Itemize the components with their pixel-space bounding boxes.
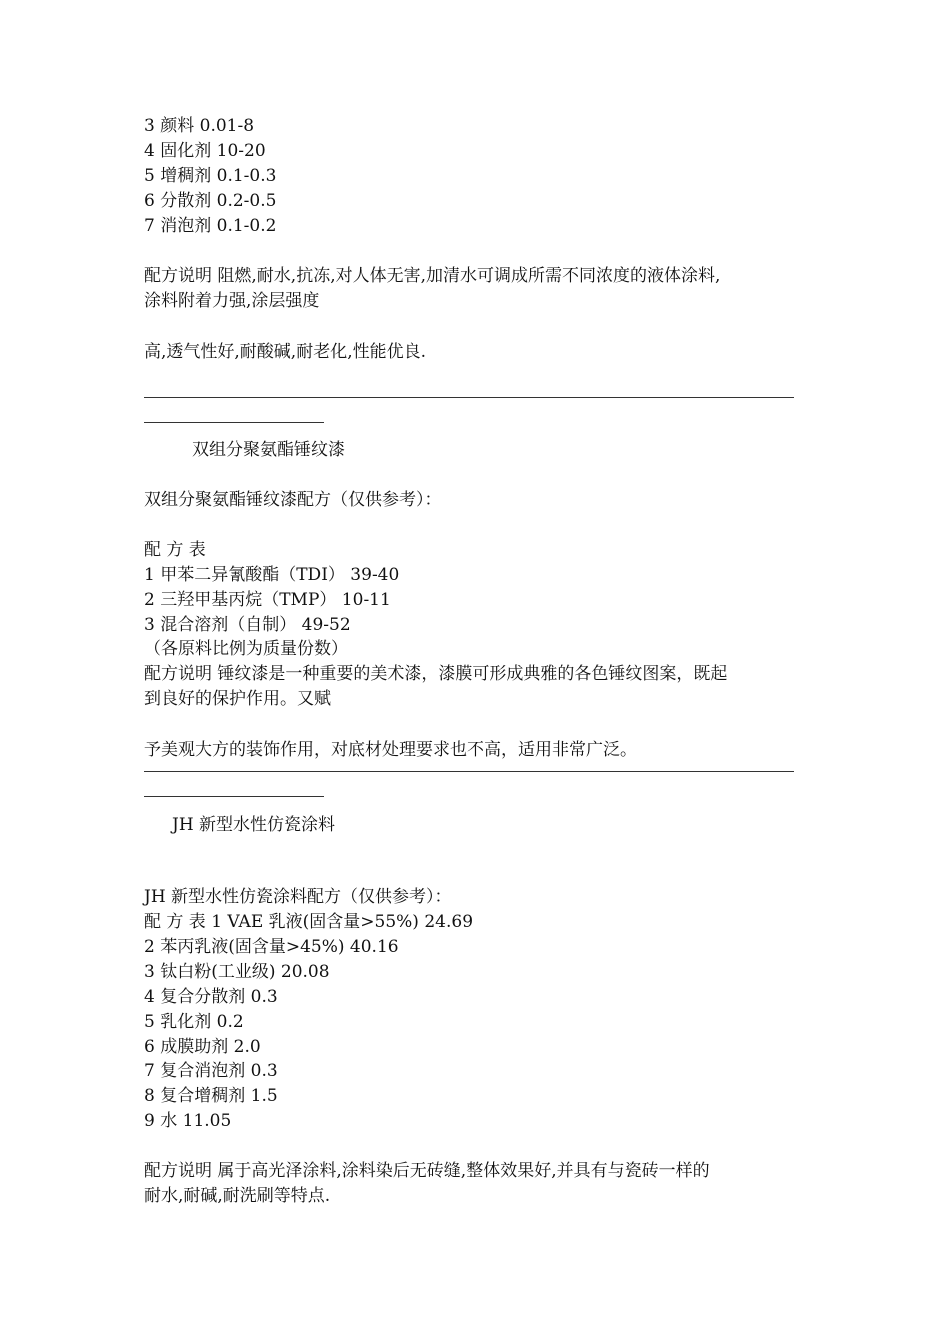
formula-item: 8 复合增稠剂 1.5 bbox=[144, 1086, 278, 1106]
formula-item: 4 复合分散剂 0.3 bbox=[144, 987, 278, 1007]
formula-intro: JH 新型水性仿瓷涂料配方（仅供参考）： bbox=[144, 887, 452, 907]
formula-item: 4 固化剂 10-20 bbox=[144, 141, 266, 161]
formula-item: 5 乳化剂 0.2 bbox=[144, 1012, 244, 1032]
formula-intro: 双组分聚氨酯锤纹漆配方（仅供参考）： bbox=[144, 490, 442, 510]
formula-note: 涂料附着力强,涂层强度 bbox=[144, 291, 320, 311]
separator-line bbox=[144, 771, 794, 772]
formula-item: 6 分散剂 0.2-0.5 bbox=[144, 191, 277, 211]
separator-line bbox=[144, 796, 324, 797]
formula-item: 9 水 11.05 bbox=[144, 1111, 232, 1131]
formula-item: 3 混合溶剂（自制） 49-52 bbox=[144, 615, 351, 635]
formula-item: 配 方 表 1 VAE 乳液(固含量>55%) 24.69 bbox=[144, 912, 474, 932]
formula-note: 配方说明 属于高光泽涂料,涂料染后无砖缝,整体效果好,并具有与瓷砖一样的 bbox=[144, 1161, 710, 1181]
formula-item: 2 苯丙乳液(固含量>45%) 40.16 bbox=[144, 937, 399, 957]
formula-item: 1 甲苯二异氰酸酯（TDI） 39-40 bbox=[144, 565, 400, 585]
formula-table-label: 配 方 表 bbox=[144, 540, 206, 560]
separator-line bbox=[144, 422, 324, 423]
formula-item: 3 颜料 0.01-8 bbox=[144, 116, 255, 136]
formula-item: 3 钛白粉(工业级) 20.08 bbox=[144, 962, 330, 982]
section-heading: JH 新型水性仿瓷涂料 bbox=[172, 815, 336, 835]
formula-note: 配方说明 锤纹漆是一种重要的美术漆，漆膜可形成典雅的各色锤纹图案，既起 bbox=[144, 664, 728, 684]
ratio-note: （各原料比例为质量份数） bbox=[144, 639, 348, 659]
formula-item: 7 复合消泡剂 0.3 bbox=[144, 1061, 278, 1081]
formula-note: 予美观大方的装饰作用，对底材处理要求也不高，适用非常广泛。 bbox=[144, 740, 637, 760]
formula-item: 5 增稠剂 0.1-0.3 bbox=[144, 166, 277, 186]
formula-note: 高,透气性好,耐酸碱,耐老化,性能优良. bbox=[144, 342, 427, 362]
separator-line bbox=[144, 397, 794, 398]
formula-note: 到良好的保护作用。又赋 bbox=[144, 689, 331, 709]
formula-note: 配方说明 阻燃,耐水,抗冻,对人体无害,加清水可调成所需不同浓度的液体涂料, bbox=[144, 266, 721, 286]
formula-note: 耐水,耐碱,耐洗刷等特点. bbox=[144, 1186, 331, 1206]
formula-item: 2 三羟甲基丙烷（TMP） 10-11 bbox=[144, 590, 391, 610]
formula-item: 6 成膜助剂 2.0 bbox=[144, 1037, 261, 1057]
formula-item: 7 消泡剂 0.1-0.2 bbox=[144, 216, 277, 236]
section-heading: 双组分聚氨酯锤纹漆 bbox=[192, 440, 345, 460]
